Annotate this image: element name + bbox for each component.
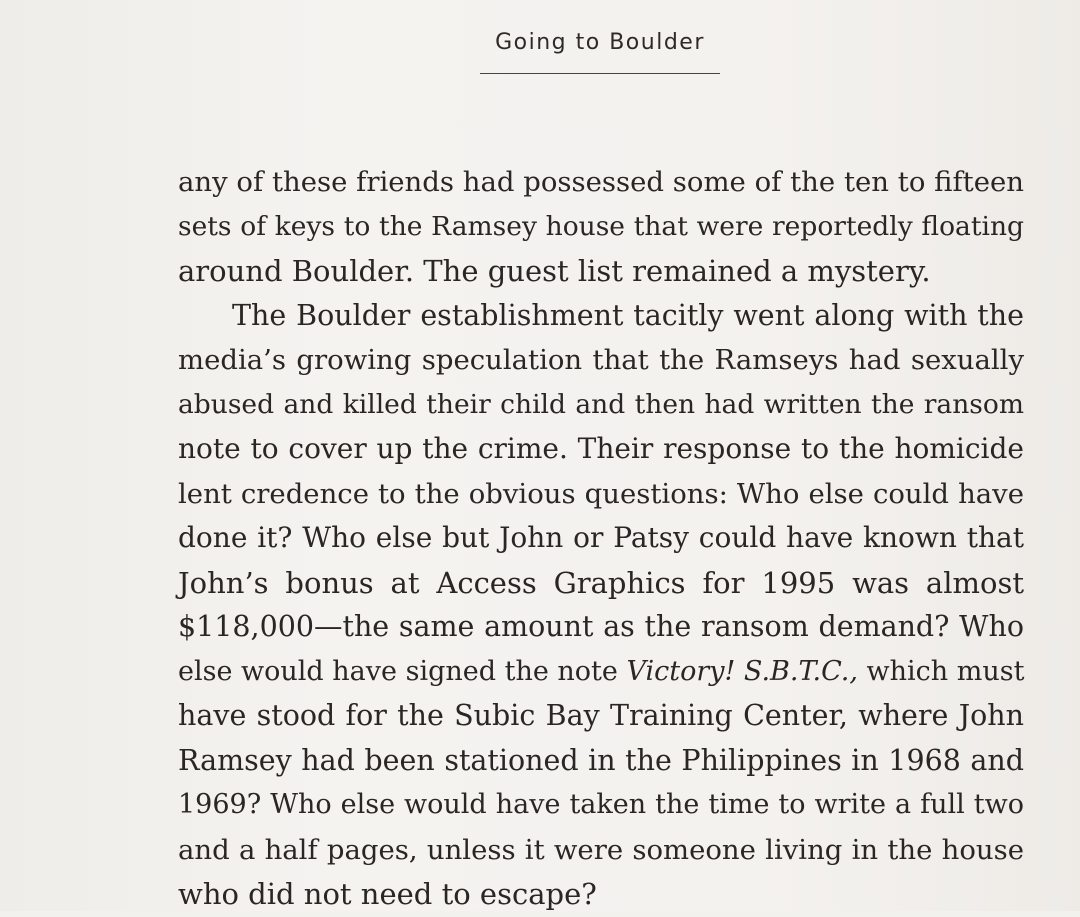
text-line: note to cover up the crime. Their response to the homicide [178, 432, 1024, 465]
text-segment: which must [857, 655, 1025, 687]
text-line: Ramsey had been stationed in the Philippines in 1968 and [178, 743, 1024, 777]
running-head: Going to Boulder [495, 30, 705, 55]
text-line: any of these friends had possessed some of the ten to fifteen [178, 166, 1024, 198]
text-line: have stood for the Subic Bay Training Center, where John [178, 699, 1024, 732]
text-line-with-italic [178, 650, 1024, 695]
text-line: John’s bonus at Access Graphics for 1995 was almost [178, 565, 1024, 600]
body-text [178, 160, 1024, 917]
header-rule [480, 73, 720, 74]
text-line: around Boulder. The guest list remained a mystery. [178, 254, 931, 288]
text-line: abused and killed their child and then had written the ransom [178, 388, 1024, 420]
text-line: sets of keys to the Ramsey house that were reportedly floating [178, 210, 1024, 242]
text-segment: else would have signed the note [178, 655, 627, 687]
text-line: media’s growing speculation that the Ramseys had sexually [178, 344, 1024, 376]
text-line: and a half pages, unless it were someone living in the house [178, 833, 1024, 866]
text-line: lent credence to the obvious questions: Who else could have [178, 477, 1024, 510]
text-line: done it? Who else but John or Patsy could have known that [178, 521, 1024, 554]
text-line: $118,000—the same amount as the ransom demand? Who [178, 610, 1024, 643]
text-line: who did not need to escape? [178, 877, 597, 911]
text-line-paragraph-start: The Boulder establishment tacitly went along with the [232, 298, 1024, 332]
italic-signature-text: Victory! S.B.T.C., [626, 655, 858, 687]
text-line: 1969? Who else would have taken the time to write a full two [178, 789, 1024, 820]
